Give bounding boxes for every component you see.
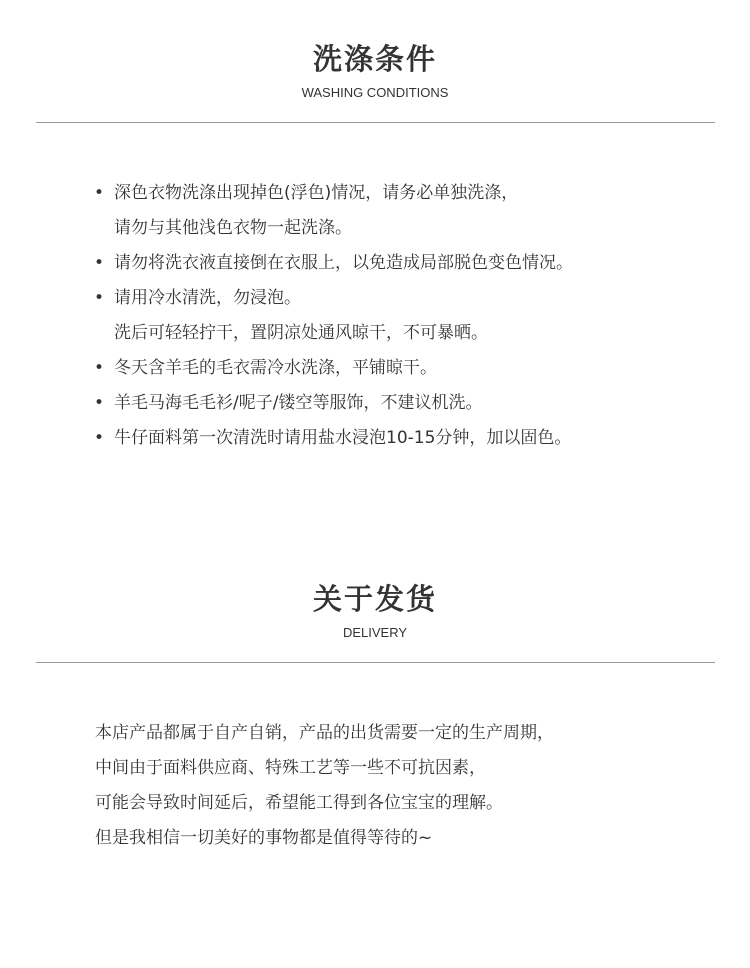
- delivery-line: 可能会导致时间延后，希望能工得到各位宝宝的理解。: [95, 793, 503, 813]
- washing-list: [92, 176, 573, 456]
- washing-item-line: 羊毛马海毛毛衫/呢子/镂空等服饰，不建议机洗。: [114, 393, 483, 413]
- washing-item: [92, 176, 573, 246]
- delivery-subtitle: DELIVERY: [342, 625, 408, 640]
- bullet-icon: •: [94, 393, 105, 413]
- delivery-line: 本店产品都属于自产自销，产品的出货需要一定的生产周期，: [95, 723, 554, 743]
- washing-item: [92, 246, 573, 281]
- washing-item: [92, 351, 573, 386]
- washing-subtitle: WASHING CONDITIONS: [301, 85, 449, 100]
- bullet-icon: •: [94, 253, 105, 273]
- bullet-icon: •: [94, 358, 105, 378]
- washing-item-line: 牛仔面料第一次清洗时请用盐水浸泡10-15分钟，加以固色。: [114, 428, 572, 448]
- delivery-line: 但是我相信一切美好的事物都是值得等待的~: [95, 828, 433, 848]
- washing-item: [92, 281, 573, 351]
- delivery-divider: [36, 662, 715, 663]
- delivery-paragraph: [95, 716, 554, 856]
- bullet-icon: •: [94, 428, 105, 448]
- washing-item: [92, 386, 573, 421]
- delivery-line: 中间由于面料供应商、特殊工艺等一些不可抗因素，: [95, 758, 486, 778]
- delivery-title: 关于发货: [312, 582, 437, 616]
- washing-item-line: 请用冷水清洗，勿浸泡。: [114, 288, 301, 308]
- washing-item-line: 深色衣物洗涤出现掉色(浮色)情况，请务必单独洗涤，: [114, 183, 519, 203]
- washing-item: [92, 421, 573, 456]
- washing-item-line: 请勿将洗衣液直接倒在衣服上，以免造成局部脱色变色情况。: [114, 253, 573, 273]
- washing-item-line: 请勿与其他浅色衣物一起洗涤。: [114, 218, 352, 238]
- bullet-icon: •: [94, 288, 105, 308]
- washing-title: 洗涤条件: [312, 42, 437, 76]
- washing-item-line: 冬天含羊毛的毛衣需冷水洗涤，平铺晾干。: [114, 358, 437, 378]
- washing-item-line: 洗后可轻轻拧干，置阴凉处通风晾干，不可暴晒。: [114, 323, 488, 343]
- washing-divider: [36, 122, 715, 123]
- bullet-icon: •: [94, 183, 105, 203]
